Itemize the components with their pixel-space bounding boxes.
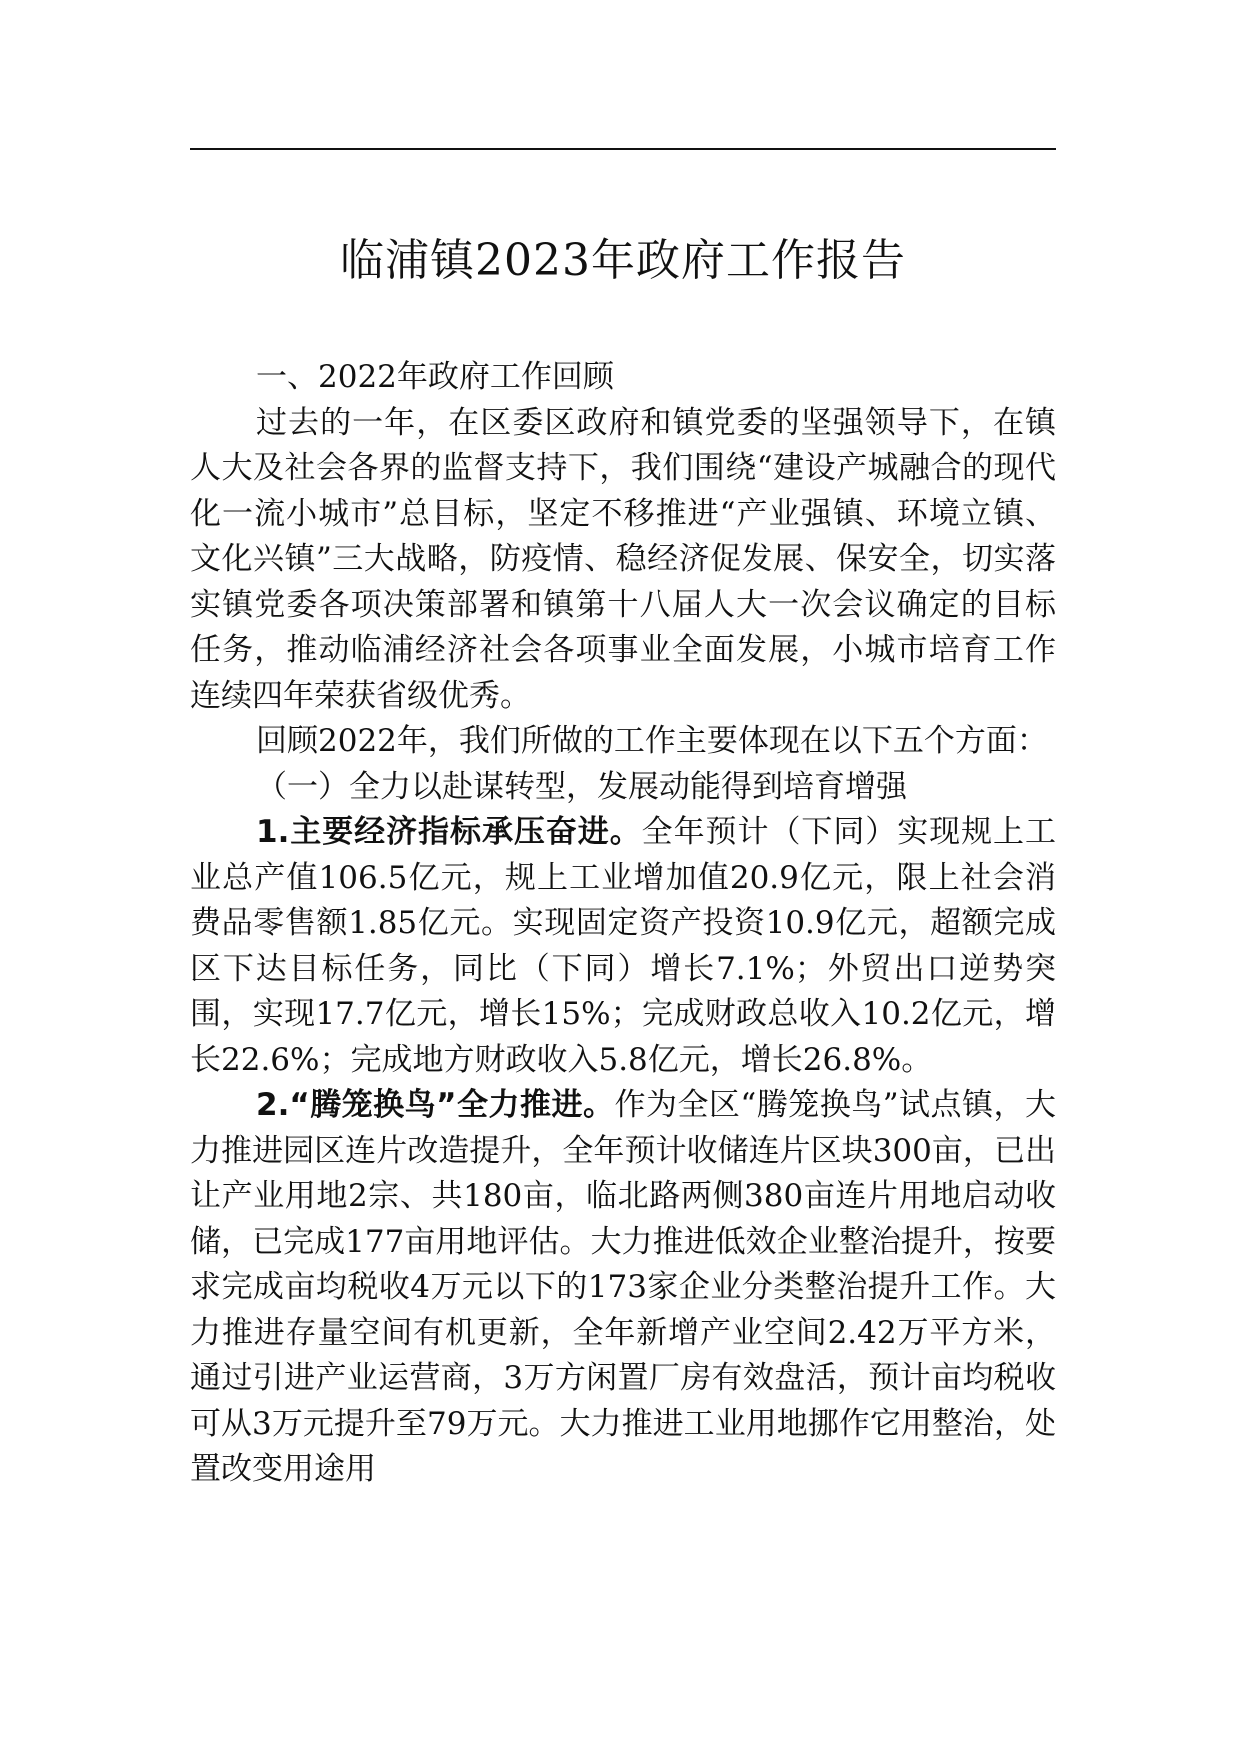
item-paragraph	[190, 1083, 1056, 1493]
item-lead: 2.“腾笼换鸟”全力推进。	[256, 1087, 615, 1123]
document-body	[190, 355, 1056, 1493]
document-title: 临浦镇2023年政府工作报告	[340, 235, 906, 286]
section-heading: 一、2022年政府工作回顾	[256, 359, 614, 395]
header-rule	[190, 148, 1056, 150]
item-paragraph	[190, 810, 1056, 1083]
item-text: 全年预计（下同）实现规上工业总产值106.5亿元，规上工业增加值20.9亿元，限上社会消费品零售额1.85亿元。实现固定资产投资10.9亿元，超额完成区下达目标任务，同比（下同）增长7.1%；外贸出口逆势突围，实现17.7亿元，增长15%；完成财政总收入10.2亿元，增长22.6%；完成地方财政收入5.8亿元，增长26.8%。	[190, 814, 1056, 1078]
subsection-heading: （一）全力以赴谋转型，发展动能得到培育增强	[256, 768, 907, 805]
paragraph-review: 回顾2022年，我们所做的工作主要体现在以下五个方面：	[256, 723, 1048, 759]
document-page	[190, 0, 1056, 1754]
paragraph-intro: 过去的一年，在区委区政府和镇党委的坚强领导下，在镇人大及社会各界的监督支持下，我们围绕“建设产城融合的现代化一流小城市”总目标，坚定不移推进“产业强镇、环境立镇、文化兴镇”三大战略，防疫情、稳经济促发展、保安全，切实落实镇党委各项决策部署和镇第十八届人大一次会议确定的目标任务，推动临浦经济社会各项事业全面发展，小城市培育工作连续四年荣获省级优秀。	[190, 404, 1056, 714]
item-text: 作为全区“腾笼换鸟”试点镇，大力推进园区连片改造提升，全年预计收储连片区块300亩，已出让产业用地2宗、共180亩，临北路两侧380亩连片用地启动收储，已完成177亩用地评估。大力推进低效企业整治提升，按要求完成亩均税收4万元以下的173家企业分类整治提升工作。大力推进存量空间有机更新，全年新增产业空间2.42万平方米，通过引进产业运营商，3万方闲置厂房有效盘活，预计亩均税收可从3万元提升至79万元。大力推进工业用地挪作它用整治，处置改变用途用	[190, 1087, 1056, 1487]
item-lead: 1.主要经济指标承压奋进。	[256, 814, 642, 850]
